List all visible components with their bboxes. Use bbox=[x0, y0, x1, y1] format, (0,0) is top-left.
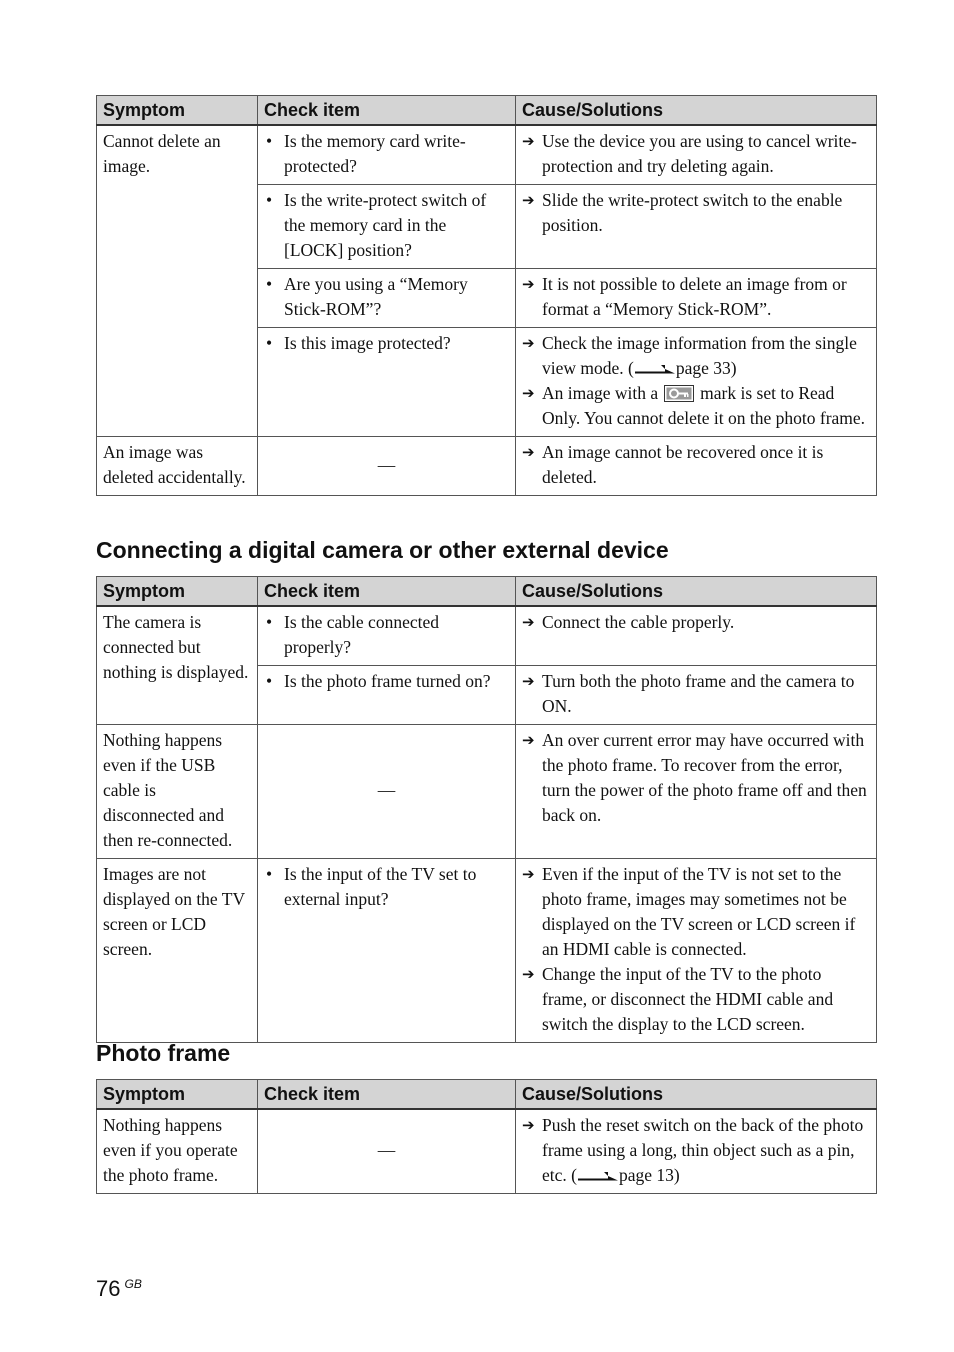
arrow-right-icon: ➔ bbox=[522, 613, 535, 631]
arrow-right-icon: ➔ bbox=[522, 672, 535, 690]
troubleshooting-table-photo-frame bbox=[96, 1079, 877, 1194]
arrow-right-icon: ➔ bbox=[522, 384, 535, 402]
section-heading-external-device: Connecting a digital camera or other external device bbox=[96, 537, 669, 563]
symptom-cell: Cannot delete an image. bbox=[97, 125, 258, 437]
check-cell-empty: — bbox=[258, 437, 516, 496]
check-cell bbox=[258, 125, 516, 185]
protect-lock-icon bbox=[664, 385, 694, 402]
section-heading-photo-frame: Photo frame bbox=[96, 1040, 231, 1066]
cause-cell bbox=[516, 1109, 877, 1194]
cause-text: An image with a bbox=[542, 383, 659, 403]
header-symptom: Symptom bbox=[97, 96, 258, 126]
arrow-right-icon: ➔ bbox=[522, 443, 535, 461]
table-row bbox=[97, 606, 877, 666]
header-symptom: Symptom bbox=[97, 1080, 258, 1110]
check-text: Is the input of the TV set to external input? bbox=[284, 864, 477, 909]
table-row bbox=[97, 437, 877, 496]
table-row bbox=[97, 1109, 877, 1194]
cause-text: Turn both the photo frame and the camera to ON. bbox=[542, 671, 855, 716]
cause-text: Connect the cable properly. bbox=[542, 612, 735, 632]
check-text: Is the cable connected properly? bbox=[284, 612, 439, 657]
table-row bbox=[97, 725, 877, 859]
symptom-cell: Images are not displayed on the TV screen or LCD screen. bbox=[97, 859, 258, 1043]
table-row bbox=[97, 125, 877, 185]
check-cell bbox=[258, 606, 516, 666]
symptom-cell: An image was deleted accidentally. bbox=[97, 437, 258, 496]
cause-text: Change the input of the TV to the photo frame, or disconnect the HDMI cable and switch the display to the LCD screen. bbox=[542, 964, 834, 1034]
troubleshooting-table-delete bbox=[96, 95, 877, 496]
check-cell bbox=[258, 185, 516, 269]
cause-cell bbox=[516, 437, 877, 496]
cause-text: It is not possible to delete an image from or format a “Memory Stick-ROM”. bbox=[542, 274, 847, 319]
header-check-item: Check item bbox=[258, 1080, 516, 1110]
cause-cell bbox=[516, 606, 877, 666]
cause-cell bbox=[516, 666, 877, 725]
symptom-cell: The camera is connected but nothing is displayed. bbox=[97, 606, 258, 725]
arrow-right-icon: ➔ bbox=[522, 865, 535, 883]
check-cell bbox=[258, 328, 516, 437]
cause-cell bbox=[516, 859, 877, 1043]
bullet-icon: • bbox=[266, 671, 273, 691]
arrow-right-icon: ➔ bbox=[522, 965, 535, 983]
arrow-right-icon: ➔ bbox=[522, 132, 535, 150]
cause-text: Even if the input of the TV is not set to the photo frame, images may sometimes not be displayed on the TV screen or LCD screen if an HDMI cable is connected. bbox=[542, 864, 856, 959]
symptom-cell: Nothing happens even if the USB cable is disconnected and then re-connected. bbox=[97, 725, 258, 859]
header-cause-solutions: Cause/Solutions bbox=[516, 1080, 877, 1110]
check-cell bbox=[258, 859, 516, 1043]
check-text: Are you using a “Memory Stick-ROM”? bbox=[284, 274, 468, 319]
header-check-item: Check item bbox=[258, 96, 516, 126]
symptom-cell: Nothing happens even if you operate the photo frame. bbox=[97, 1109, 258, 1194]
page-reference-icon bbox=[578, 1172, 618, 1181]
bullet-icon: • bbox=[266, 333, 273, 353]
check-cell bbox=[258, 666, 516, 725]
check-cell bbox=[258, 269, 516, 328]
check-text: Is the memory card write-protected? bbox=[284, 131, 466, 176]
arrow-right-icon: ➔ bbox=[522, 334, 535, 352]
check-text: Is the write-protect switch of the memory card in the [LOCK] position? bbox=[284, 190, 487, 260]
page-reference-link[interactable]: page 13) bbox=[618, 1165, 680, 1185]
cause-text: Check the image information from the single view mode. ( bbox=[542, 333, 857, 378]
header-check-item: Check item bbox=[258, 577, 516, 607]
page-number-value: 76 bbox=[96, 1276, 121, 1301]
page-number bbox=[96, 1276, 142, 1302]
bullet-icon: • bbox=[266, 612, 273, 632]
table-header-row bbox=[97, 577, 877, 607]
cause-cell bbox=[516, 185, 877, 269]
troubleshooting-table-external-device bbox=[96, 576, 877, 1043]
arrow-right-icon: ➔ bbox=[522, 731, 535, 749]
cause-cell bbox=[516, 125, 877, 185]
cause-text: Push the reset switch on the back of the photo frame using a long, thin object such as a pin, etc. ( bbox=[542, 1115, 864, 1185]
table-header-row bbox=[97, 1080, 877, 1110]
cause-cell bbox=[516, 269, 877, 328]
bullet-icon: • bbox=[266, 864, 273, 884]
arrow-right-icon: ➔ bbox=[522, 275, 535, 293]
arrow-right-icon: ➔ bbox=[522, 1116, 535, 1134]
cause-text: Slide the write-protect switch to the enable position. bbox=[542, 190, 843, 235]
check-text: Is this image protected? bbox=[284, 333, 451, 353]
header-cause-solutions: Cause/Solutions bbox=[516, 96, 877, 126]
cause-text: mark is set to Read Only. You cannot delete it on the photo frame. bbox=[542, 383, 866, 428]
page-reference-icon bbox=[635, 365, 675, 374]
cause-text: Use the device you are using to cancel write-protection and try deleting again. bbox=[542, 131, 857, 176]
check-text: Is the photo frame turned on? bbox=[284, 671, 491, 691]
page-reference-link[interactable]: page 33) bbox=[675, 358, 737, 378]
language-code: GB bbox=[124, 1277, 142, 1291]
check-cell-empty: — bbox=[258, 725, 516, 859]
table-row bbox=[97, 859, 877, 1043]
cause-text: An image cannot be recovered once it is deleted. bbox=[542, 442, 824, 487]
bullet-icon: • bbox=[266, 190, 273, 210]
arrow-right-icon: ➔ bbox=[522, 191, 535, 209]
header-symptom: Symptom bbox=[97, 577, 258, 607]
header-cause-solutions: Cause/Solutions bbox=[516, 577, 877, 607]
bullet-icon: • bbox=[266, 131, 273, 151]
cause-text: An over current error may have occurred with the photo frame. To recover from the error, turn the power of the photo frame off and then back on. bbox=[542, 730, 867, 825]
check-cell-empty: — bbox=[258, 1109, 516, 1194]
bullet-icon: • bbox=[266, 274, 273, 294]
cause-cell bbox=[516, 328, 877, 437]
cause-cell bbox=[516, 725, 877, 859]
table-header-row bbox=[97, 96, 877, 126]
